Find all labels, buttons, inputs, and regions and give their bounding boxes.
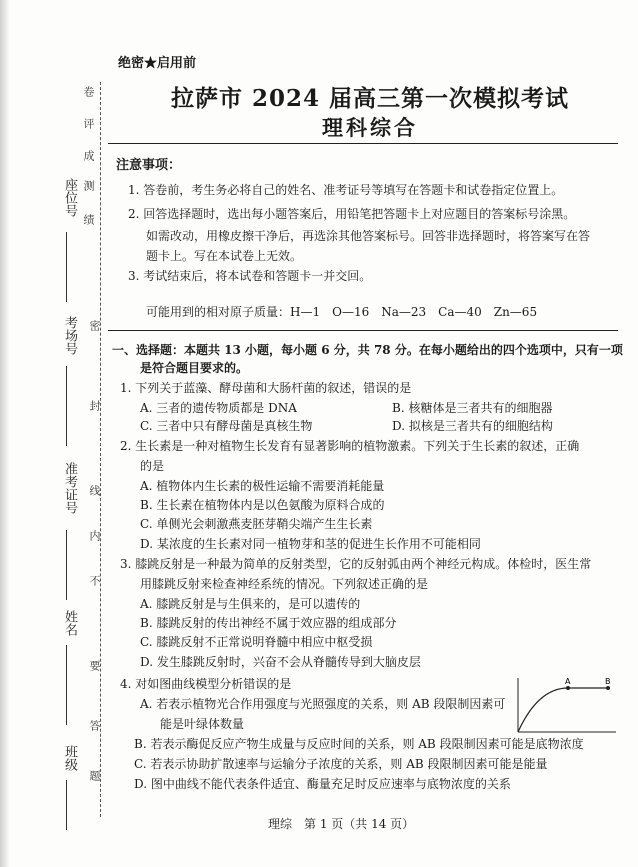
question-stem: 3. 膝跳反射是一种最为简单的反射类型，它的反射弧由两个神经元构成。体检时，医生常 bbox=[120, 557, 592, 571]
point-a-marker bbox=[566, 686, 570, 690]
option-c: C. 三者中只有酵母菌是真核生物 bbox=[140, 419, 313, 433]
seal-word: 题 bbox=[88, 770, 101, 783]
score-box-char: 测 bbox=[82, 180, 95, 193]
option-d: D. 图中曲线不能代表条件适宜、酶量充足时反应速率与底物浓度的关系 bbox=[134, 777, 511, 791]
curve-figure bbox=[510, 676, 620, 736]
confidential-mark: 绝密★启用前 bbox=[118, 56, 197, 71]
option-c: C. 单侧光会刺激燕麦胚芽鞘尖端产生生长素 bbox=[140, 517, 373, 531]
notes-rule bbox=[108, 330, 618, 331]
note-item: 1. 答卷前，考生务必将自己的姓名、准考证号等填写在答题卡和试卷指定位置上。 bbox=[128, 183, 564, 197]
name-field[interactable] bbox=[66, 645, 67, 725]
score-box-char: 成 bbox=[82, 150, 95, 163]
point-a-label: A bbox=[565, 677, 571, 686]
option-a-cont: 能是叶绿体数量 bbox=[160, 717, 245, 731]
seal-word: 要 bbox=[88, 660, 101, 673]
exam-subtitle: 理科综合 bbox=[322, 115, 418, 140]
option-c: C. 膝跳反射不正常说明脊髓中相应中枢受损 bbox=[140, 635, 373, 649]
option-d: D. 拟核是三者共有的细胞结构 bbox=[392, 419, 553, 433]
option-a: A. 三者的遗传物质都是 DNA bbox=[140, 401, 297, 415]
title-rule bbox=[108, 143, 618, 144]
question-stem-cont: 用膝跳反射来检查神经系统的情况。下列叙述正确的是 bbox=[140, 577, 429, 591]
point-b-label: B bbox=[605, 677, 611, 686]
page-footer: 理综 第 1 页（共 14 页） bbox=[268, 817, 415, 831]
section-heading: 一、选择题：本题共 13 小题，每小题 6 分，共 78 分。在每小题给出的四个选项中，只有一项 bbox=[112, 343, 623, 357]
exam-no-field[interactable] bbox=[66, 366, 67, 446]
question-stem-cont: 的是 bbox=[140, 459, 165, 473]
atomic-mass-line: 可能用到的相对原子质量：H—1 O—16 Na—23 Ca—40 Zn—65 bbox=[146, 305, 538, 319]
question-stem: 1. 下列关于蓝藻、酵母菌和大肠杆菌的叙述，错误的是 bbox=[120, 381, 412, 395]
option-a: A. 膝跳反射是与生俱来的，是可以遗传的 bbox=[140, 597, 361, 611]
option-a: A. 植物体内生长素的极性运输不需要消耗能量 bbox=[140, 479, 385, 493]
exam-no-label: 考场号 bbox=[62, 316, 77, 355]
seal-word: 内 bbox=[88, 530, 101, 543]
ticket-field[interactable] bbox=[66, 530, 67, 600]
question-stem: 4. 对如图曲线模型分析错误的是 bbox=[120, 677, 292, 691]
point-b-marker bbox=[606, 686, 610, 690]
seat-label: 座位号 bbox=[62, 178, 77, 217]
class-label: 班级 bbox=[62, 745, 77, 771]
seal-word: 答 bbox=[88, 720, 101, 733]
seat-field[interactable] bbox=[66, 232, 67, 302]
exam-title: 拉萨市 2024 届高三第一次模拟考试 bbox=[170, 85, 570, 112]
seal-word: 线 bbox=[88, 485, 101, 498]
option-c: C. 若表示协助扩散速率与运输分子浓度的关系，则 AB 段限制因素可能是能量 bbox=[134, 757, 548, 771]
note-item: 题卡上。写在本试卷上无效。 bbox=[146, 249, 303, 263]
option-b: B. 生长素在植物体内是以色氨酸为原料合成的 bbox=[140, 498, 385, 512]
score-box-char: 评 bbox=[82, 118, 95, 131]
option-b: B. 若表示酶促反应产物生成量与反应时间的关系，则 AB 段限制因素可能是底物浓度 bbox=[134, 737, 584, 751]
seal-line bbox=[100, 82, 101, 817]
seal-word: 封 bbox=[88, 400, 101, 413]
score-box-char: 卷 bbox=[82, 86, 95, 99]
section-heading-cont: 是符合题目要求的。 bbox=[140, 361, 249, 375]
ticket-label: 准考证号 bbox=[62, 462, 77, 514]
note-item: 3. 考试结束后，将本试卷和答题卡一并交回。 bbox=[128, 269, 372, 283]
note-item: 如需改动，用橡皮擦干净后，再选涂其他答案标号。回答非选择题时，将答案写在答 bbox=[146, 229, 591, 243]
option-a: A. 若表示植物光合作用强度与光照强度的关系，则 AB 段限制因素可 bbox=[140, 697, 506, 711]
seal-word: 密 bbox=[88, 320, 101, 333]
option-d: D. 发生膝跳反射时，兴奋不会从脊髓传导到大脑皮层 bbox=[140, 655, 421, 669]
score-box-char: 绩 bbox=[82, 214, 95, 227]
question-stem: 2. 生长素是一种对植物生长发育有显著影响的植物激素。下列关于生长素的叙述，正确 bbox=[120, 439, 580, 453]
saturation-curve bbox=[518, 688, 610, 732]
class-field[interactable] bbox=[66, 780, 67, 830]
notes-heading: 注意事项： bbox=[116, 158, 182, 173]
option-b: B. 核糖体是三者共有的细胞器 bbox=[392, 401, 553, 415]
option-d: D. 某浓度的生长素对同一植物芽和茎的促进生长作用不可能相同 bbox=[140, 537, 481, 551]
option-b: B. 膝跳反射的传出神经不属于效应器的组成部分 bbox=[140, 616, 397, 630]
name-label: 姓名 bbox=[62, 610, 77, 636]
note-item: 2. 回答选择题时，选出每小题答案后，用铅笔把答题卡上对应题目的答案标号涂黑。 bbox=[128, 207, 576, 221]
page-shadow bbox=[0, 0, 10, 867]
seal-word: 不 bbox=[88, 575, 101, 588]
